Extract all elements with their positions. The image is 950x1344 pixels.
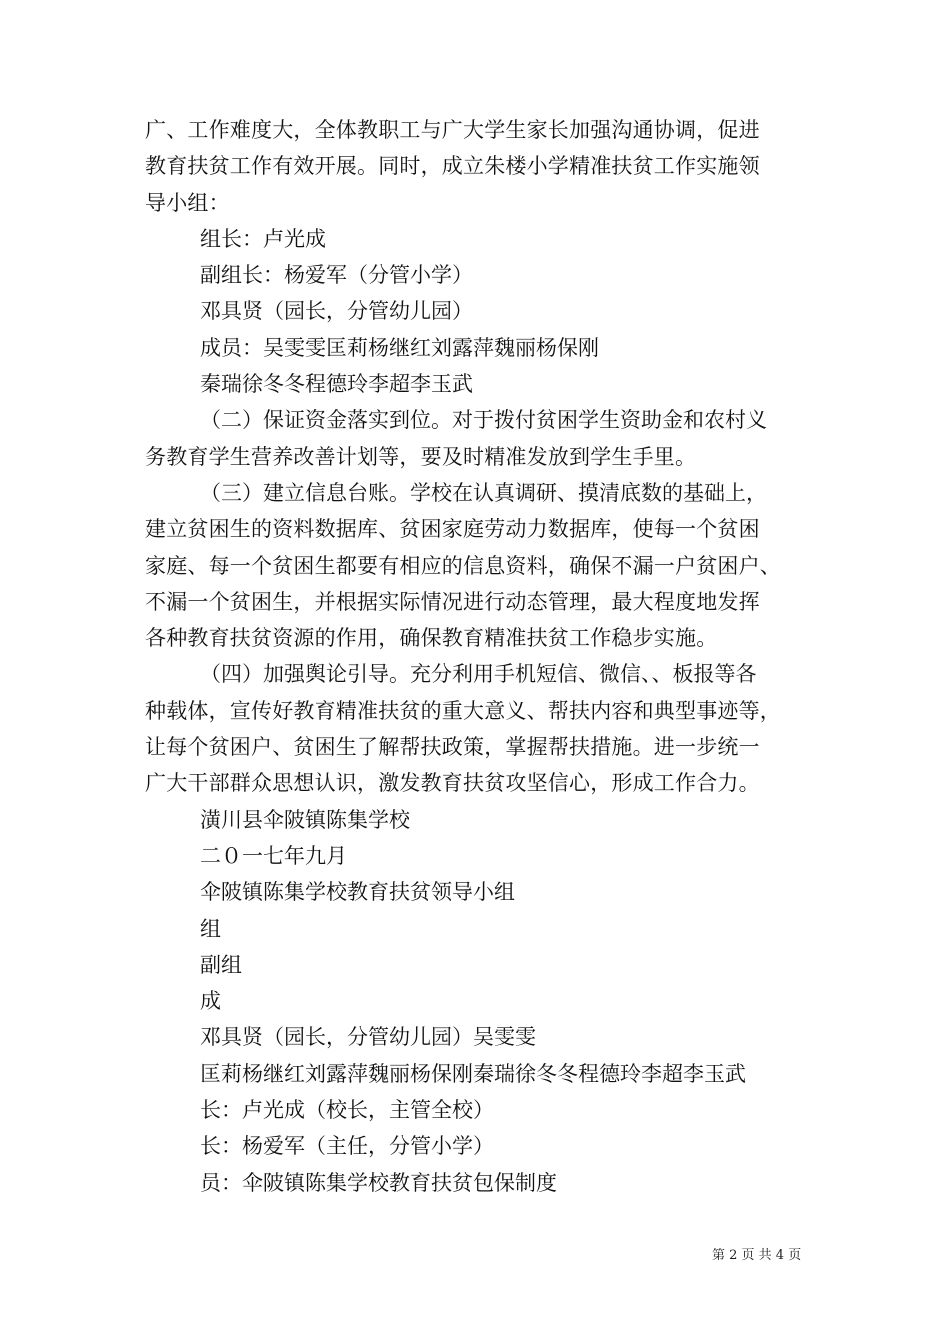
text-line: 成员：吴雯雯匡莉杨继红刘露萍魏丽杨保刚 [200,335,599,360]
text-line: （四）加强舆论引导。充分利用手机短信、微信、、板报等各 [200,662,757,687]
text-line: 成 [200,989,221,1014]
page-footer: 第 2 页 共 4 页 [712,1248,802,1263]
text-line: 教育扶贫工作有效开展。同时，成立朱楼小学精准扶贫工作实施领 [145,154,760,179]
text-line: 秦瑞徐冬冬程德玲李超李玉武 [200,372,473,397]
text-line: 导小组： [145,190,230,215]
text-line: 不漏一个贫困生，并根据实际情况进行动态管理，最大程度地发挥 [145,589,760,614]
text-line: 家庭、每一个贫困生都要有相应的信息资料，确保不漏一户贫困户、 [145,553,781,578]
text-line: 广大干部群众思想认识，激发教育扶贫攻坚信心，形成工作合力。 [145,771,760,796]
text-line: 邓具贤（园长，分管幼儿园）吴雯雯 [200,1025,536,1050]
text-line: （二）保证资金落实到位。对于拨付贫困学生资助金和农村义 [200,408,767,433]
text-line: 副组 [200,952,242,977]
text-line: 长：杨爱军（主任，分管小学） [200,1134,494,1159]
text-line: 组 [200,916,221,941]
text-line: 各种教育扶贫资源的作用，确保教育精准扶贫工作稳步实施。 [145,626,718,651]
text-line: 伞陂镇陈集学校教育扶贫领导小组 [200,880,515,905]
text-line: 二０一七年九月 [200,843,347,868]
text-line: 广、工作难度大，全体教职工与广大学生家长加强沟通协调，促进 [145,118,760,142]
text-line: 潢川县伞陂镇陈集学校 [200,807,410,832]
text-line: 匡莉杨继红刘露萍魏丽杨保刚秦瑞徐冬冬程德玲李超李玉武 [200,1061,746,1086]
text-line: 务教育学生营养改善计划等，要及时精准发放到学生手里。 [145,444,697,469]
text-line: 组长：卢光成 [200,226,326,251]
text-line: 长：卢光成（校长，主管全校） [200,1098,494,1123]
text-line: 建立贫困生的资料数据库、贫困家庭劳动力数据库，使每一个贫困 [145,517,760,542]
text-line: 副组长：杨爱军（分管小学） [200,263,473,288]
text-line: 让每个贫困户、贫困生了解帮扶政策，掌握帮扶措施。进一步统一 [145,735,760,760]
text-line: 种载体，宣传好教育精准扶贫的重大意义、帮扶内容和典型事迹等， [145,698,781,723]
text-line: （三）建立信息台账。学校在认真调研、摸清底数的基础上， [200,480,767,505]
text-line: 员：伞陂镇陈集学校教育扶贫包保制度 [200,1170,557,1195]
document-body [145,112,815,1201]
text-line: 邓具贤（园长，分管幼儿园） [200,299,473,324]
